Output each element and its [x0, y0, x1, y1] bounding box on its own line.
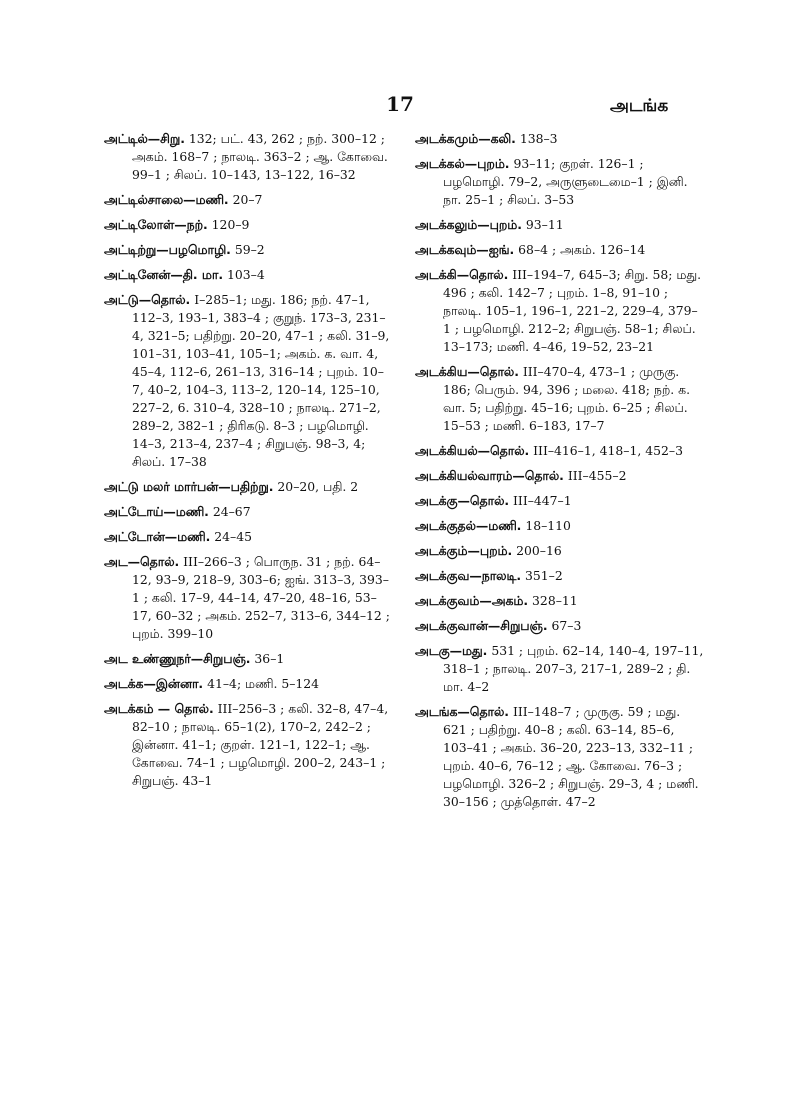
entry-references: III–455–2: [567, 468, 627, 483]
index-entry: [104, 650, 390, 668]
entry-headword: அட்டு மலர் மார்பன்—பதிற்று.: [104, 479, 274, 494]
running-head: அடங்க: [610, 96, 669, 116]
entry-references: III–148–7 ; முருகு. 59 ; மது. 621 ; பதிற்று. 40–8 ; கலி. 63–14, 85–6, 103–41 ; அகம். 36–20, 223–13, 332–11 ; புறம். 40–6, 76–12 ; ஆ. கோவை. 76–3 ; பழமொழி. 326–2 ; சிறுபஞ். 29–3, 4 ; மணி. 30–156 ; முத்தொள். 47–2: [443, 704, 699, 809]
entry-headword: அட்டு—தொல்.: [104, 292, 191, 307]
index-entry: [415, 266, 705, 356]
entry-references: III–447–1: [513, 493, 572, 508]
index-entry: [415, 642, 705, 696]
index-entry: [415, 517, 705, 535]
entry-headword: அடக்கவும்—ஐங்.: [415, 242, 515, 257]
right-column: [415, 130, 705, 818]
index-entry: [415, 363, 705, 435]
entry-references: 24–67: [212, 504, 251, 519]
entry-references: 103–4: [227, 267, 265, 282]
index-entry: [104, 478, 390, 496]
index-entry: [104, 191, 390, 209]
entry-references: 67–3: [551, 618, 582, 633]
index-entry: [104, 553, 390, 643]
entry-headword: அடக்கம் — தொல்.: [104, 701, 214, 716]
index-entry: [415, 467, 705, 485]
entry-headword: அடக்கு—தொல்.: [415, 493, 510, 508]
index-entry: [104, 216, 390, 234]
entry-references: III–256–3 ; கலி. 32–8, 47–4, 82–10 ; நாலடி. 65–1(2), 170–2, 242–2 ; இன்னா. 41–1; குறள். 121–1, 122–1; ஆ. கோவை. 74–1 ; பழமொழி. 200–2, 243–1 ; சிறுபஞ். 43–1: [132, 701, 389, 788]
index-entry: [415, 216, 705, 234]
index-entry: [104, 700, 390, 790]
index-entry: [415, 492, 705, 510]
index-entry: [415, 617, 705, 635]
index-entry: [104, 503, 390, 521]
index-entry: [104, 241, 390, 259]
entry-headword: அடக்கியல்வாரம்—தொல்.: [415, 468, 564, 483]
entry-references: III–266–3 ; பொருந. 31 ; நற். 64–12, 93–9, 218–9, 303–6; ஐங். 313–3, 393–1 ; கலி. 17–9, 44–14, 47–20, 48–16, 53–17, 60–32 ; அகம். 252–7, 313–6, 344–12 ; புறம். 399–10: [132, 554, 390, 641]
entry-references: 20–7: [232, 192, 263, 207]
entry-references: 200–16: [516, 543, 562, 558]
entry-references: 120–9: [211, 217, 250, 232]
entry-headword: அடக்கமும்—கலி.: [415, 131, 516, 146]
entry-headword: அட்டோன்—மணி.: [104, 529, 211, 544]
index-entry: [104, 130, 390, 184]
entry-headword: அடங்க—தொல்.: [415, 704, 509, 719]
entry-headword: அடக்கல்—புறம்.: [415, 156, 510, 171]
entry-references: 93–11; குறள். 126–1 ; பழமொழி. 79–2, அருளுடைமை–1 ; இனி. நா. 25–1 ; சிலப். 3–53: [443, 156, 688, 207]
entry-headword: அட்டிற்று—பழமொழி.: [104, 242, 231, 257]
entry-references: III–194–7, 645–3; சிறு. 58; மது. 496 ; கலி. 142–7 ; புறம். 1–8, 91–10 ; நாலடி. 105–1, 196–1, 221–2, 229–4, 379–1 ; பழமொழி. 212–2; சிறுபஞ். 58–1; சிலப். 13–173; மணி. 4–46, 19–52, 23–21: [443, 267, 702, 354]
entry-headword: அடக்கியல்—தொல்.: [415, 443, 530, 458]
index-entry: [104, 528, 390, 546]
index-entry: [415, 241, 705, 259]
entry-references: 531 ; புறம். 62–14, 140–4, 197–11, 318–1 ; நாலடி. 207–3, 217–1, 289–2 ; தி. மா. 4–2: [443, 643, 704, 694]
entry-references: 93–11: [525, 217, 564, 232]
entry-references: 68–4 ; அகம். 126–14: [518, 242, 646, 257]
entry-references: 59–2: [234, 242, 265, 257]
index-entry: [104, 266, 390, 284]
entry-references: 18–110: [525, 518, 571, 533]
entry-headword: அடக்குதல்—மணி.: [415, 518, 522, 533]
index-entry: [104, 291, 390, 471]
index-entry: [104, 675, 390, 693]
entry-headword: அட்டில்—சிறு.: [104, 131, 185, 146]
entry-headword: அடக்குவம்—அகம்.: [415, 593, 529, 608]
entry-references: III–470–4, 473–1 ; முருகு. 186; பெரும். 94, 396 ; மலை. 418; நற். க. வா. 5; பதிற்று. 45–16; புறம். 6–25 ; சிலப். 15–53 ; மணி. 6–183, 17–7: [443, 364, 691, 433]
index-entry: [415, 155, 705, 209]
entry-headword: அடக்குவ—நாலடி.: [415, 568, 522, 583]
entry-headword: அட்டோய்—மணி.: [104, 504, 209, 519]
index-entry: [415, 567, 705, 585]
entry-references: 132; பட். 43, 262 ; நற். 300–12 ; அகம். 168–7 ; நாலடி. 363–2 ; ஆ. கோவை. 99–1 ; சிலப். 10–143, 13–122, 16–32: [132, 131, 388, 182]
entry-headword: அடக்கலும்—புறம்.: [415, 217, 522, 232]
left-column: [104, 130, 390, 797]
index-entry: [415, 703, 705, 811]
entry-references: 24–45: [214, 529, 252, 544]
entry-references: 351–2: [524, 568, 563, 583]
entry-headword: அட்டினேன்—தி. மா.: [104, 267, 224, 282]
entry-headword: அட்டில்சாலை—மணி.: [104, 192, 229, 207]
entry-headword: அட—தொல்.: [104, 554, 180, 569]
entry-references: 20–20, பதி. 2: [277, 479, 359, 494]
entry-references: III–416–1, 418–1, 452–3: [533, 443, 683, 458]
entry-headword: அடக்க—இன்னா.: [104, 676, 204, 691]
entry-headword: அடக்கிய—தொல்.: [415, 364, 519, 379]
index-entry: [415, 542, 705, 560]
index-entry: [415, 130, 705, 148]
entry-headword: அடக்கி—தொல்.: [415, 267, 509, 282]
entry-headword: அடகு—மது.: [415, 643, 488, 658]
index-entry: [415, 442, 705, 460]
entry-headword: அட்டிலோள்—நற்.: [104, 217, 208, 232]
entry-references: 328–11: [532, 593, 578, 608]
entry-references: 36–1: [254, 651, 285, 666]
entry-references: 41–4; மணி. 5–124: [207, 676, 320, 691]
entry-references: I–285–1; மது. 186; நற். 47–1, 112–3, 193–1, 383–4 ; குறுந். 173–3, 231–4, 321–5; பதிற்று. 20–20, 47–1 ; கலி. 31–9, 101–31, 103–41, 105–1; அகம். க. வா. 4, 45–4, 112–6, 261–13, 316–14 ; புறம். 10–7, 40–2, 104–3, 113–2, 120–14, 125–10, 227–2, 6. 310–4, 328–10 ; நாலடி. 271–2, 289–2, 382–1 ; திரிகடு. 8–3 ; பழமொழி. 14–3, 213–4, 237–4 ; சிறுபஞ். 98–3, 4; சிலப். 17–38: [132, 292, 390, 469]
entry-references: 138–3: [519, 131, 558, 146]
entry-headword: அட உண்ணுநர்—சிறுபஞ்.: [104, 651, 251, 666]
index-entry: [415, 592, 705, 610]
entry-headword: அடக்கும்—புறம்.: [415, 543, 513, 558]
page-number: 17: [386, 92, 414, 116]
entry-headword: அடக்குவான்—சிறுபஞ்.: [415, 618, 548, 633]
